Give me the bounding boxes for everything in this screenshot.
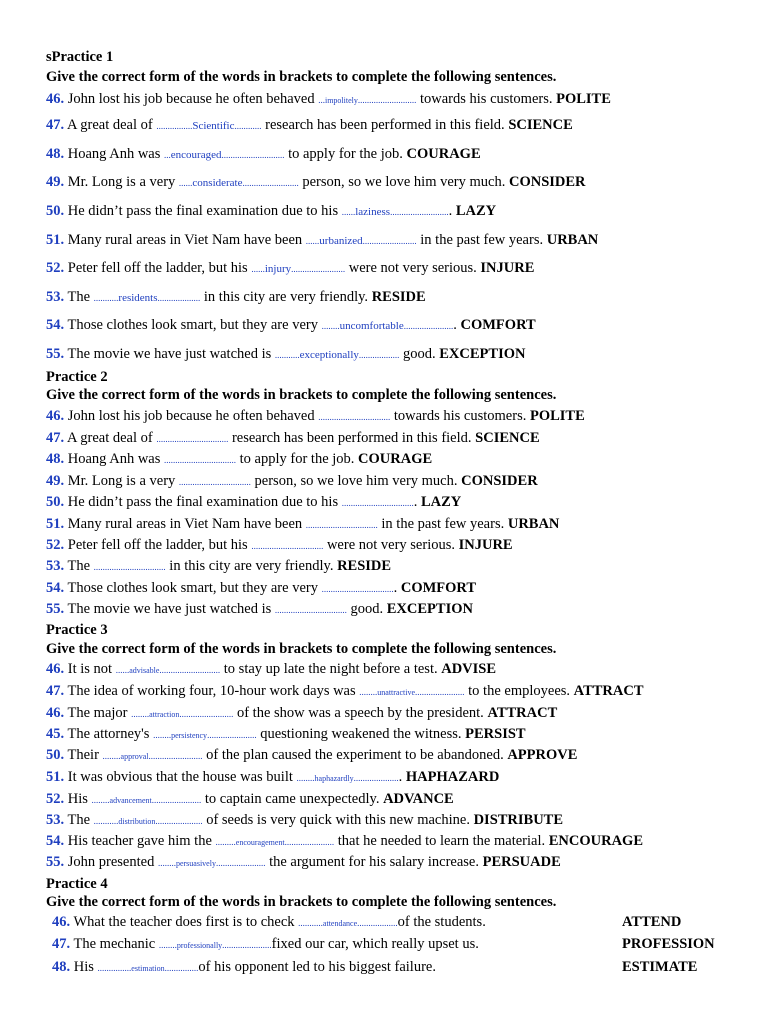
blank-dots: ......... xyxy=(215,837,236,847)
sentence-part: John lost his job because he often behaved xyxy=(67,408,319,424)
keyword: APPROVE xyxy=(507,747,578,763)
p1-item xyxy=(46,288,718,307)
sentence-part: to apply for the job. xyxy=(284,146,407,162)
answer: uncomfortable xyxy=(339,320,404,332)
keyword: CONSIDER xyxy=(508,174,586,190)
keyword: URBAN xyxy=(507,516,560,532)
keyword: CONSIDER xyxy=(461,473,538,489)
blank-dots: ................................ xyxy=(274,605,347,615)
keyword: POLITE xyxy=(556,91,611,107)
keyword: ATTRACT xyxy=(487,705,558,721)
item-number: 46. xyxy=(46,705,65,721)
blank-dots: ........... xyxy=(93,816,119,826)
item-number: 54. xyxy=(46,833,65,849)
keyword: ADVISE xyxy=(441,661,497,677)
blank-dots: ...................... xyxy=(284,837,335,847)
item-number: 45. xyxy=(46,726,65,742)
sentence-part: The xyxy=(67,289,94,305)
keyword: EXCEPTION xyxy=(386,601,473,617)
practice-3-instruction: Give the correct form of the words in brackets to complete the following sentences. xyxy=(46,641,557,657)
sentence-part: Mr. Long is a very xyxy=(67,473,179,489)
blank-dots: ........ xyxy=(157,858,176,868)
p1-item xyxy=(46,231,718,250)
sentence-part: research has been performed in this field. xyxy=(228,430,476,446)
item-number: 48. xyxy=(46,146,65,162)
p1-item xyxy=(46,173,718,192)
p3-item xyxy=(46,832,718,852)
p2-item xyxy=(46,450,718,469)
sentence-part: research has been performed in this field. xyxy=(261,117,509,133)
sentence-part: John presented xyxy=(67,854,158,870)
blank-dots: ................................ xyxy=(156,434,229,444)
sentence-part: in this city are very friendly. xyxy=(165,558,338,574)
keyword: COURAGE xyxy=(358,451,433,467)
blank-dots: ........ xyxy=(102,751,121,761)
keyword: COURAGE xyxy=(406,146,481,162)
p4-item xyxy=(52,913,718,933)
item-number: 47. xyxy=(46,430,65,446)
p3-item xyxy=(46,682,718,702)
practice-1-title: sPractice 1 xyxy=(46,49,114,65)
answer: haphazardly xyxy=(314,774,354,783)
blank-dots: ........ xyxy=(131,709,150,719)
keyword: INJURE xyxy=(458,537,513,553)
item-number: 48. xyxy=(52,959,71,975)
practice-2-instruction: Give the correct form of the words in brackets to complete the following sentences. xyxy=(46,387,557,403)
keyword: PERSIST xyxy=(465,726,526,742)
p2-item xyxy=(46,407,718,426)
sentence-part: . xyxy=(413,494,421,510)
sentence-part: Mr. Long is a very xyxy=(67,174,179,190)
blank-dots: ...... xyxy=(115,665,130,675)
keyword: PROFESSION xyxy=(622,936,715,952)
sentence-part: The attorney's xyxy=(67,726,154,742)
sentence-part: The xyxy=(67,812,94,828)
sentence-part: The movie we have just watched is xyxy=(67,346,275,362)
sentence-part: John lost his job because he often behaved xyxy=(67,91,319,107)
blank-dots: ........................... xyxy=(159,665,221,675)
sentence-part: He didn’t pass the final examination due to his xyxy=(67,494,342,510)
sentence-part: . xyxy=(448,203,456,219)
answer: attraction xyxy=(149,710,180,719)
blank-dots: ........ xyxy=(359,687,378,697)
sentence-part: Those clothes look smart, but they are very xyxy=(67,580,322,596)
blank-dots: ........................ xyxy=(148,751,203,761)
sentence-part: of seeds is very quick with this new machine. xyxy=(202,812,474,828)
item-number: 54. xyxy=(46,317,65,333)
p3-item xyxy=(46,704,718,724)
item-number: 53. xyxy=(46,289,65,305)
item-number: 47. xyxy=(52,936,71,952)
blank-dots: ...... xyxy=(178,178,193,188)
blank-dots: ................ xyxy=(156,121,193,131)
blank-dots: ........................ xyxy=(362,236,417,246)
blank-dots: ...................... xyxy=(151,795,202,805)
p3-item xyxy=(46,811,718,831)
blank-dots: ................................ xyxy=(321,584,394,594)
sentence-part: in this city are very friendly. xyxy=(200,289,372,305)
sentence-part: The major xyxy=(67,705,132,721)
blank-dots: ...... xyxy=(305,236,320,246)
item-number: 52. xyxy=(46,260,65,276)
blank-dots: ......................... xyxy=(242,178,299,188)
item-number: 53. xyxy=(46,558,65,574)
item-number: 46. xyxy=(46,661,65,677)
p2-item xyxy=(46,600,718,619)
answer: urbanized xyxy=(319,235,363,247)
sentence-part: of the plan caused the experiment to be abandoned. xyxy=(202,747,508,763)
sentence-part: towards his customers. xyxy=(416,91,557,107)
p1-item xyxy=(46,90,718,110)
sentence-part: It was obvious that the house was built xyxy=(67,769,297,785)
blank-dots: ........ xyxy=(296,773,315,783)
answer: advisable xyxy=(129,666,160,675)
keyword: HAPHAZARD xyxy=(405,769,500,785)
blank-dots: ... xyxy=(164,150,171,160)
p3-item xyxy=(46,725,718,745)
sentence-part: Those clothes look smart, but they are very xyxy=(67,317,322,333)
item-number: 51. xyxy=(46,769,65,785)
p2-item xyxy=(46,557,718,576)
blank-dots: ........ xyxy=(321,321,340,331)
item-number: 53. xyxy=(46,812,65,828)
sentence-part: of the show was a speech by the president. xyxy=(233,705,488,721)
blank-dots: ............................ xyxy=(221,150,285,160)
keyword: EXCEPTION xyxy=(439,346,526,362)
sentence-part: person, so we love him very much. xyxy=(250,473,462,489)
sentence-part: that he needed to learn the material. xyxy=(334,833,549,849)
sentence-part: A great deal of xyxy=(66,117,157,133)
sentence-part: He didn’t pass the final examination due to his xyxy=(67,203,342,219)
practice-2-title: Practice 2 xyxy=(46,369,108,385)
sentence-part: were not very serious. xyxy=(345,260,481,276)
sentence-part: Peter fell off the ladder, but his xyxy=(67,537,252,553)
item-number: 46. xyxy=(46,91,65,107)
practice-3-title: Practice 3 xyxy=(46,622,108,638)
item-number: 55. xyxy=(46,346,65,362)
keyword: RESIDE xyxy=(371,289,426,305)
blank-dots: ... xyxy=(318,95,325,105)
keyword: ATTEND xyxy=(622,914,682,930)
keyword: INJURE xyxy=(480,260,535,276)
item-number: 46. xyxy=(46,408,65,424)
p1-item xyxy=(46,345,718,364)
keyword: DISTRIBUTE xyxy=(473,812,564,828)
p3-item xyxy=(46,790,718,810)
blank-dots: .................. xyxy=(357,918,398,928)
blank-dots: ........... xyxy=(298,918,323,928)
blank-dots: ........ xyxy=(91,795,110,805)
keyword: ESTIMATE xyxy=(622,959,698,975)
item-number: 55. xyxy=(46,854,65,870)
sentence-part: The xyxy=(67,558,94,574)
sentence-part: What the teacher does first is to check xyxy=(73,914,299,930)
sentence-part: to apply for the job. xyxy=(236,451,359,467)
blank-dots: .......................... xyxy=(390,207,449,217)
blank-dots: .................. xyxy=(358,350,400,360)
sentence-part: His teacher gave him the xyxy=(67,833,216,849)
blank-dots: ..................... xyxy=(155,816,203,826)
item-number: 49. xyxy=(46,174,65,190)
keyword: SCIENCE xyxy=(475,430,540,446)
p1-item xyxy=(46,145,718,164)
blank-dots: ........................ xyxy=(291,264,346,274)
blank-dots: ................................ xyxy=(305,520,378,530)
sentence-part: The mechanic xyxy=(73,936,159,952)
p3-item xyxy=(46,768,718,788)
p3-item xyxy=(46,746,718,766)
p2-item xyxy=(46,536,718,555)
answer: distribution xyxy=(118,817,156,826)
item-number: 52. xyxy=(46,537,65,553)
answer: approval xyxy=(120,752,149,761)
blank-dots: ...................... xyxy=(403,321,454,331)
sentence-part: Hoang Anh was xyxy=(67,146,165,162)
blank-dots: ............... xyxy=(97,963,132,973)
blank-dots: .................... xyxy=(353,773,399,783)
answer: considerate xyxy=(192,177,243,189)
p2-item xyxy=(46,429,718,448)
item-number: 46. xyxy=(52,914,71,930)
blank-dots: ........... xyxy=(93,293,119,303)
keyword: COMFORT xyxy=(460,317,536,333)
answer: impolitely xyxy=(324,96,358,105)
sentence-part: to captain came unexpectedly. xyxy=(201,791,384,807)
p1-item xyxy=(46,202,718,221)
sentence-part: good. xyxy=(346,601,387,617)
sentence-part: the argument for his salary increase. xyxy=(265,854,483,870)
blank-dots: ................................ xyxy=(251,541,324,551)
keyword: RESIDE xyxy=(337,558,392,574)
blank-dots: ...... xyxy=(341,207,356,217)
sentence-part: His xyxy=(67,791,92,807)
answer: encouraged xyxy=(170,149,222,161)
sentence-part: Many rural areas in Viet Nam have been xyxy=(67,232,306,248)
p1-item xyxy=(46,259,718,278)
sentence-part: Many rural areas in Viet Nam have been xyxy=(67,516,306,532)
sentence-part: His xyxy=(73,959,98,975)
item-number: 51. xyxy=(46,232,65,248)
sentence-part: to stay up late the night before a test. xyxy=(220,661,442,677)
blank-dots: ........................ xyxy=(179,709,234,719)
blank-dots: ........... xyxy=(274,350,300,360)
sentence-part: It is not xyxy=(67,661,116,677)
item-number: 50. xyxy=(46,747,65,763)
item-number: 52. xyxy=(46,791,65,807)
item-number: 54. xyxy=(46,580,65,596)
p1-item xyxy=(46,116,718,135)
blank-dots: ................... xyxy=(157,293,201,303)
p2-item xyxy=(46,472,718,491)
blank-dots: ................................ xyxy=(178,477,251,487)
sentence-part: Peter fell off the ladder, but his xyxy=(67,260,252,276)
keyword: LAZY xyxy=(420,494,462,510)
p4-item xyxy=(52,935,718,955)
keyword: LAZY xyxy=(455,203,497,219)
answer: attendance xyxy=(322,919,358,928)
blank-dots: ................................ xyxy=(318,412,391,422)
answer: encouragement xyxy=(235,838,285,847)
sentence-part: . xyxy=(393,580,401,596)
answer: residents xyxy=(118,292,158,304)
blank-dots: ...................... xyxy=(222,940,272,950)
sentence-part: towards his customers. xyxy=(390,408,530,424)
item-number: 50. xyxy=(46,203,65,219)
answer: estimation xyxy=(131,964,165,973)
blank-dots: ........ xyxy=(153,730,172,740)
sentence-part: to the employees. xyxy=(464,683,574,699)
keyword: URBAN xyxy=(546,232,599,248)
sentence-part: fixed our car, which really upset us. xyxy=(271,936,479,952)
p3-item xyxy=(46,853,718,873)
answer: unattractive xyxy=(377,688,416,697)
sentence-part: . xyxy=(453,317,461,333)
sentence-part: of his opponent led to his biggest failure. xyxy=(198,959,436,975)
answer: advancement xyxy=(109,796,152,805)
blank-dots: ................................ xyxy=(93,562,166,572)
p1-item xyxy=(46,316,718,335)
blank-dots: ........ xyxy=(158,940,177,950)
answer: laziness xyxy=(355,206,391,218)
blank-dots: .......................... xyxy=(357,95,417,105)
p2-item xyxy=(46,515,718,534)
blank-dots: ...................... xyxy=(215,858,266,868)
item-number: 49. xyxy=(46,473,65,489)
sentence-part: in the past few years. xyxy=(416,232,547,248)
item-number: 47. xyxy=(46,683,65,699)
item-number: 55. xyxy=(46,601,65,617)
blank-dots: ............ xyxy=(234,121,262,131)
sentence-part: person, so we love him very much. xyxy=(298,174,509,190)
sentence-part: Their xyxy=(67,747,103,763)
p2-item xyxy=(46,579,718,598)
answer: injury xyxy=(264,263,292,275)
blank-dots: ............... xyxy=(164,963,199,973)
practice-4-title: Practice 4 xyxy=(46,876,108,892)
keyword: ATTRACT xyxy=(573,683,644,699)
p4-item xyxy=(52,958,718,978)
keyword: SCIENCE xyxy=(508,117,573,133)
item-number: 50. xyxy=(46,494,65,510)
keyword: POLITE xyxy=(529,408,585,424)
practice-1-instruction: Give the correct form of the words in brackets to complete the following sentences. xyxy=(46,69,557,85)
blank-dots: ...... xyxy=(251,264,265,274)
sentence-part: A great deal of xyxy=(66,430,157,446)
sentence-part: The idea of working four, 10-hour work days was xyxy=(67,683,360,699)
answer: professionally xyxy=(176,941,223,950)
sentence-part: in the past few years. xyxy=(377,516,508,532)
keyword: ADVANCE xyxy=(383,791,454,807)
blank-dots: ...................... xyxy=(415,687,465,697)
blank-dots: ................................ xyxy=(164,455,237,465)
sentence-part: of the students. xyxy=(397,914,486,930)
sentence-part: Hoang Anh was xyxy=(67,451,165,467)
keyword: COMFORT xyxy=(400,580,477,596)
answer: exceptionally xyxy=(299,349,359,361)
item-number: 47. xyxy=(46,117,65,133)
item-number: 51. xyxy=(46,516,65,532)
keyword: ENCOURAGE xyxy=(548,833,643,849)
keyword: PERSUADE xyxy=(482,854,561,870)
practice-4-instruction: Give the correct form of the words in brackets to complete the following sentences. xyxy=(46,894,557,910)
answer: persistency xyxy=(171,731,208,740)
blank-dots: ...................... xyxy=(207,730,257,740)
p2-item xyxy=(46,493,718,512)
sentence-part: . xyxy=(398,769,406,785)
sentence-part: The movie we have just watched is xyxy=(67,601,275,617)
sentence-part: were not very serious. xyxy=(323,537,459,553)
sentence-part: good. xyxy=(399,346,440,362)
item-number: 48. xyxy=(46,451,65,467)
blank-dots: ................................ xyxy=(341,498,414,508)
sentence-part: questioning weakened the witness. xyxy=(256,726,466,742)
p3-item xyxy=(46,660,718,680)
answer: persuasively xyxy=(175,859,216,868)
answer: Scientific xyxy=(192,120,235,132)
